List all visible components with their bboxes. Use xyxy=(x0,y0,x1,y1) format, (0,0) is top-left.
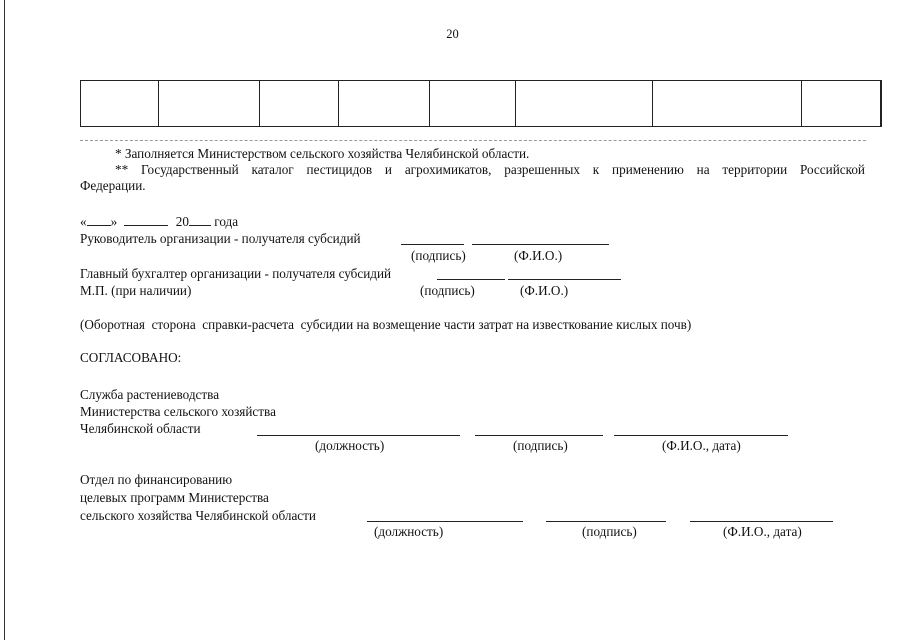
date-quote-open: « xyxy=(80,214,87,229)
dept-caption-signature: (подпись) xyxy=(582,524,637,539)
table-cell xyxy=(881,81,882,127)
footnote-2-line-1: ** Государственный каталог пестицидов и агрохимикатов, разрешенных к применению на территории Российской xyxy=(115,162,865,177)
dept-name-line-2: целевых программ Министерства xyxy=(80,490,269,505)
date-line xyxy=(80,214,238,230)
table-cell xyxy=(801,81,880,127)
table-row xyxy=(81,81,882,127)
accountant-name-line xyxy=(508,279,621,280)
dept-name-date-line xyxy=(690,521,833,522)
table-cell xyxy=(515,81,653,127)
page-number: 20 xyxy=(446,27,459,41)
seal-label: М.П. (при наличии) xyxy=(80,283,192,298)
head-name-line xyxy=(472,244,609,245)
dept-name-line-3: сельского хозяйства Челябинской области xyxy=(80,508,316,523)
table-cell xyxy=(260,81,339,127)
date-year-prefix: 20 xyxy=(175,214,189,229)
dept-caption-position: (должность) xyxy=(374,524,444,539)
table-bottom-dotted-rule xyxy=(80,140,866,141)
date-year-suffix: года xyxy=(214,214,239,229)
service-signature-line xyxy=(475,435,603,436)
accountant-caption-signature: (подпись) xyxy=(420,283,475,298)
page-left-border xyxy=(4,0,5,640)
date-quote-close: » xyxy=(110,214,118,229)
footnote-2-line-2: Федерации. xyxy=(80,178,146,193)
dept-position-line xyxy=(367,521,523,522)
approval-heading: СОГЛАСОВАНО: xyxy=(80,350,182,365)
service-name-line-2: Министерства сельского хозяйства xyxy=(80,404,276,419)
head-caption-signature: (подпись) xyxy=(411,248,466,263)
table-cell xyxy=(159,81,260,127)
accountant-signature-label: Главный бухгалтер организации - получателя субсидий xyxy=(80,266,392,281)
date-day-blank xyxy=(87,214,111,226)
reverse-side-note: (Оборотная сторона справки-расчета субсидии на возмещение части затрат на известкование кислых почв) xyxy=(80,317,692,332)
table-cell xyxy=(430,81,515,127)
footnote-1: * Заполняется Министерством сельского хозяйства Челябинской области. xyxy=(115,146,530,161)
head-signature-label: Руководитель организации - получателя субсидий xyxy=(80,231,361,246)
service-name-date-line xyxy=(614,435,788,436)
accountant-signature-line xyxy=(437,279,505,280)
accountant-caption-name: (Ф.И.О.) xyxy=(520,283,569,298)
service-name-line-1: Служба растениеводства xyxy=(80,387,220,402)
dept-name-line-1: Отдел по финансированию xyxy=(80,472,233,487)
date-year-blank xyxy=(189,214,211,226)
table-cell xyxy=(339,81,430,127)
dept-signature-line xyxy=(546,521,666,522)
service-caption-name-date: (Ф.И.О., дата) xyxy=(662,438,741,453)
service-caption-position: (должность) xyxy=(315,438,385,453)
service-position-line xyxy=(257,435,460,436)
table-cell xyxy=(653,81,802,127)
head-caption-name: (Ф.И.О.) xyxy=(514,248,563,263)
table-cell xyxy=(81,81,159,127)
table-bottom-row xyxy=(80,80,882,127)
service-name-line-3: Челябинской области xyxy=(80,421,201,436)
dept-caption-name-date: (Ф.И.О., дата) xyxy=(723,524,802,539)
head-signature-line xyxy=(401,244,464,245)
service-caption-signature: (подпись) xyxy=(513,438,568,453)
date-month-blank xyxy=(124,214,168,226)
